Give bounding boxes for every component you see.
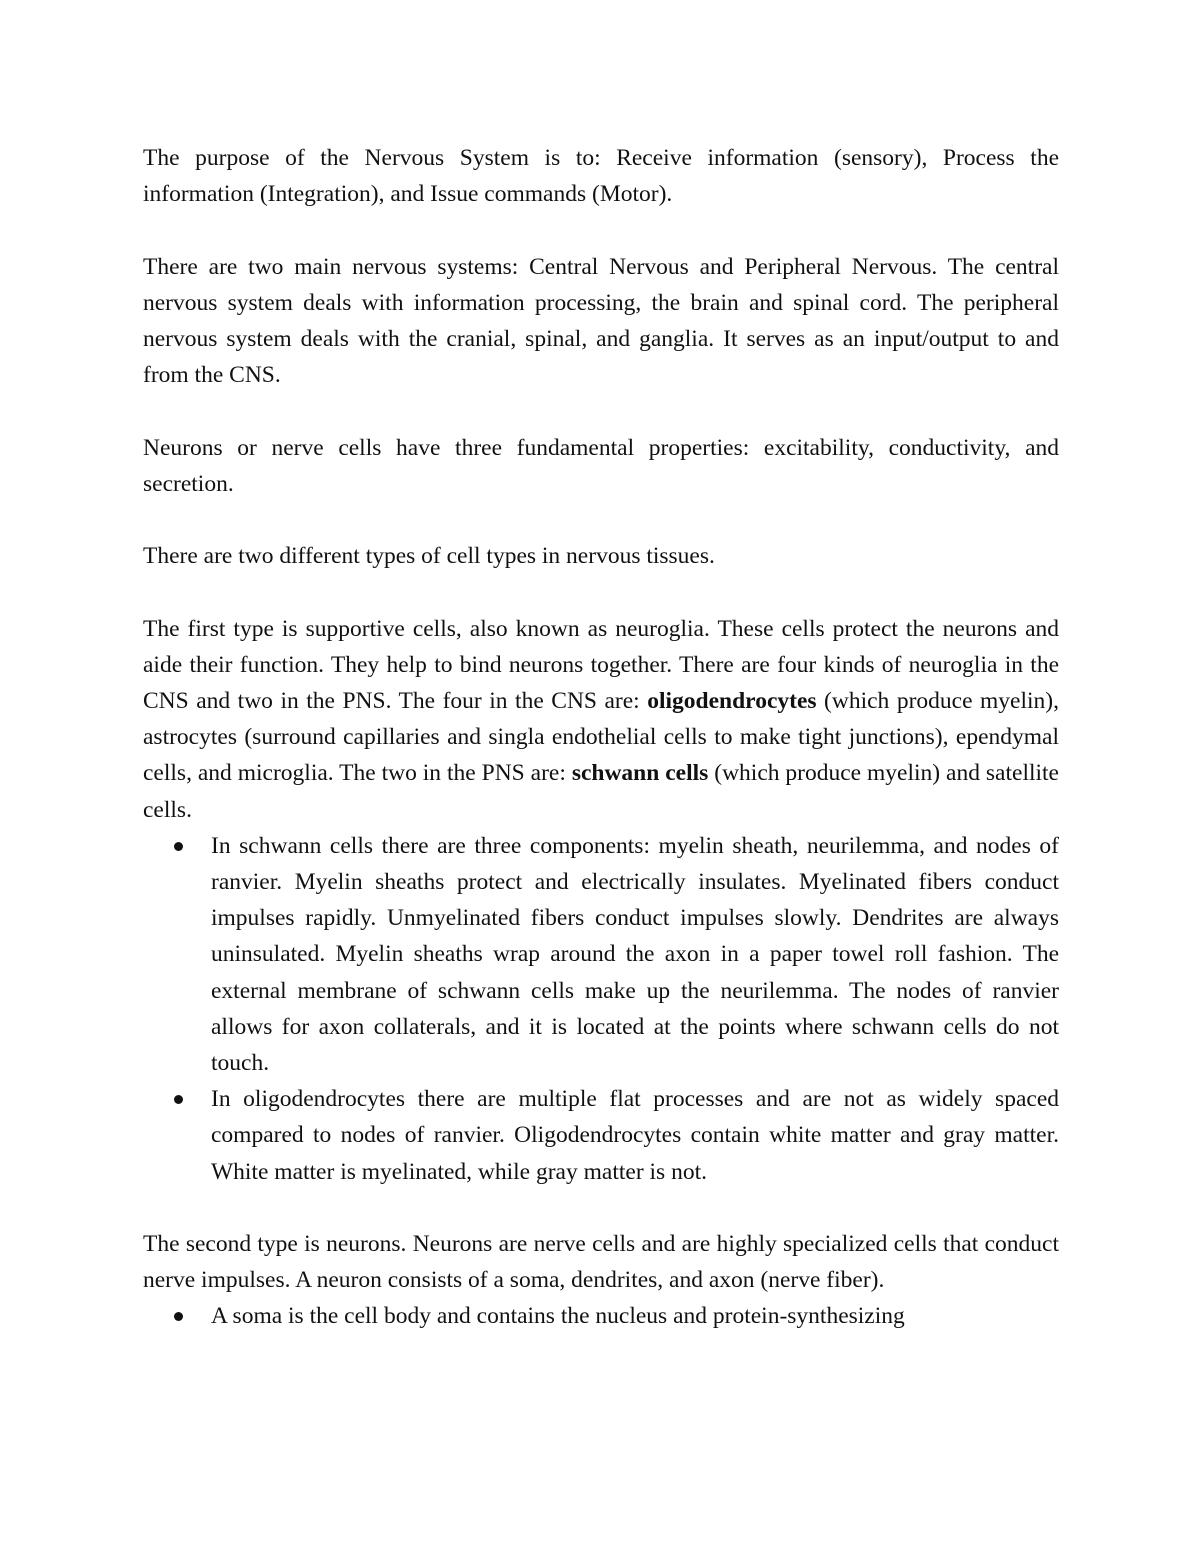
paragraph-neurons: The second type is neurons. Neurons are nerve cells and are highly specialized cells that conduct nerve impulses. A neuron consists of a soma, dendrites, and axon (nerve fiber). xyxy=(143,1231,1059,1294)
supportive-cells-text-2: (which produce myelin), astrocytes (surround capillaries and singla endothelial cells to make tight junctions), ependymal cells, and microglia. The two in the PNS are: xyxy=(143,687,1059,787)
list-item xyxy=(143,1298,1059,1334)
paragraph-two-nervous-systems: There are two main nervous systems: Central Nervous and Peripheral Nervous. The central nervous system deals with information processing, the brain and spinal cord. The peripheral nervous system deals with the cranial, spinal, and ganglia. It serves as an input/output to and from the CNS. xyxy=(143,253,1059,389)
supportive-cells-text-3: (which produce myelin) and satellite cells. xyxy=(143,760,1059,823)
supportive-cells-text-1: The first type is supportive cells, also known as neuroglia. These cells protect the neurons and aide their function. They help to bind neurons together. There are four kinds of neuroglia in the CNS and two in the PNS. The four in the CNS are: xyxy=(143,615,1059,714)
list-item-text: In schwann cells there are three components: myelin sheath, neurilemma, and nodes of ranvier. Myelin sheaths protect and electrically insulates. Myelinated fibers conduct impulses rapidly. Unmyelinated fibers conduct impulses slowly. Dendrites are always uninsulated. Myelin sheaths wrap around the axon in a paper towel roll fashion. The external membrane of schwann cells make up the neurilemma. The nodes of ranvier allows for axon collaterals, and it is located at the points where schwann cells do not touch. xyxy=(211,832,1059,1077)
bullet-icon xyxy=(174,1312,183,1321)
paragraph-supportive-cells xyxy=(143,611,1059,828)
bullet-icon xyxy=(174,1095,183,1104)
list-item-text: In oligodendrocytes there are multiple flat processes and are not as widely spaced compared to nodes of ranvier. Oligodendrocytes contain white matter and gray matter. White matter is myelinated, while gray matter is not. xyxy=(211,1086,1059,1185)
paragraph-nervous-system-purpose: The purpose of the Nervous System is to: Receive information (sensory), Process the information (Integration), and Issue commands (Motor). xyxy=(143,145,1059,208)
paragraph-cell-types: There are two different types of cell types in nervous tissues. xyxy=(143,543,715,570)
schwann-cells-bold: schwann cells xyxy=(571,760,709,787)
list-item-text: A soma is the cell body and contains the nucleus and protein-synthesizing xyxy=(211,1303,905,1330)
list-item xyxy=(143,1081,1059,1190)
neuron-bullet-list xyxy=(143,1298,1059,1334)
oligodendrocytes-bold: oligodendrocytes xyxy=(647,687,817,714)
paragraph-neuron-properties: Neurons or nerve cells have three fundamental properties: excitability, conductivity, and secretion. xyxy=(143,434,1059,497)
list-item xyxy=(143,828,1059,1081)
neuroglia-bullet-list xyxy=(143,828,1059,1190)
document-body xyxy=(143,140,1059,1335)
bullet-icon xyxy=(174,842,183,851)
